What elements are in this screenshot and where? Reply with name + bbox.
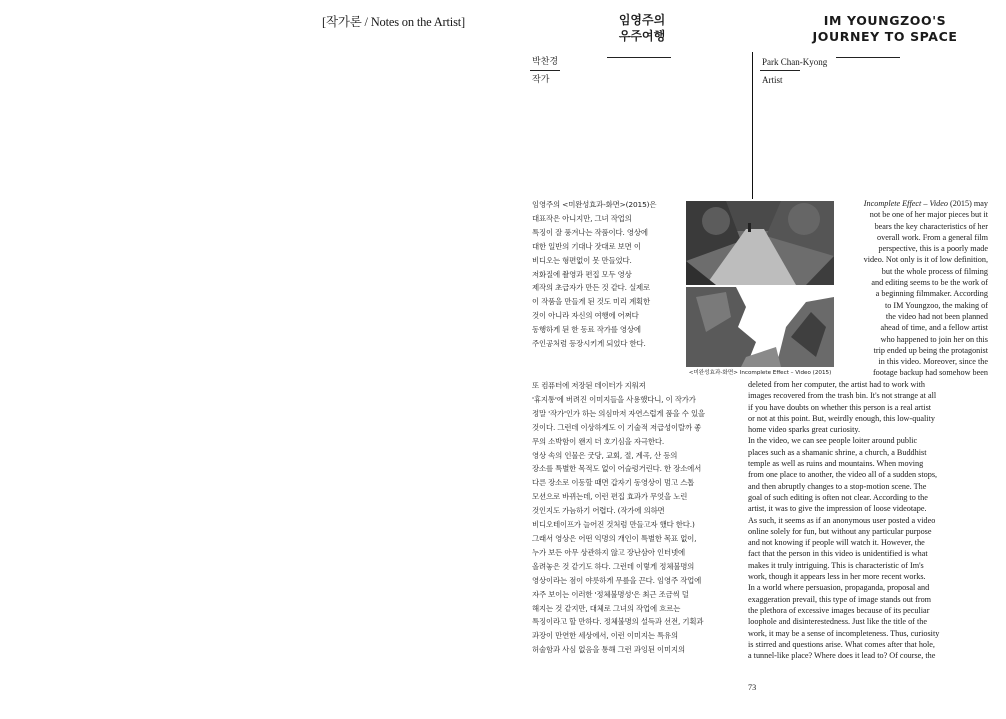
- title-english-line-2: JOURNEY TO SPACE: [812, 29, 958, 44]
- paragraph-line: loophole and disinterestedness. Just like the title of the: [748, 617, 927, 627]
- paragraph-line: and then abruptly changes to a stop-motion scene. The: [748, 481, 927, 491]
- body-english-narrow: [838, 198, 988, 379]
- paragraph-line: 것인지도 가늠하기 어렵다. (작가에 의하면: [532, 506, 665, 516]
- paragraph-line: 또 컴퓨터에 저장된 데이터가 지워져: [532, 381, 646, 390]
- paragraph-line: 자주 보이는 이러한 '정체불명성'은 최근 조금씩 덜: [532, 589, 689, 599]
- paragraph-line: work, it may be a sense of incompleteness. Thus, curiosity: [748, 628, 940, 638]
- author-korean: 박찬경: [532, 57, 559, 67]
- paragraph-line: 임영주의 <미완성효과-화면>(2015)은: [532, 200, 657, 209]
- title-korean-line-2: 우주여행: [618, 29, 666, 43]
- paragraph-line: 제작의 초급자가 만든 것 같다. 실제로: [532, 283, 651, 293]
- paragraph-line: In a world where persuasion, propaganda, proposal and: [748, 583, 930, 593]
- paragraph-line: 그래서 영상은 어떤 익명의 개인이 특별한 목표 없이,: [532, 533, 697, 543]
- paragraph-line: artist, it was to give the impression of loose videotape.: [748, 504, 927, 514]
- photo-road: [686, 201, 834, 285]
- paragraph-line: video. Not only is it of low definition,: [863, 255, 988, 265]
- paragraph-line: bears the key characteristics of her: [874, 221, 988, 231]
- page-number: 73: [748, 683, 757, 692]
- paragraph-line: online solely for fun, but without any particular purpose: [748, 526, 932, 536]
- paragraph-line: from one place to another, the video all of a sudden stops,: [748, 470, 938, 480]
- paragraph-line: temple as well as ruins and mountains. When moving: [748, 459, 924, 469]
- paragraph-line: if you have doubts on whether this person is a real artist: [748, 402, 932, 412]
- paragraph-line: overall work. From a general film: [877, 232, 988, 242]
- paragraph-line: 누가 보든 아무 상관하지 않고 장난삼아 인터넷에: [532, 547, 685, 557]
- paragraph-line: 영상이라는 점이 야릇하게 무릎을 끈다. 임영주 작업에: [532, 575, 702, 585]
- paragraph-line: a tunnel-like place? Where does it lead to? Of course, the: [748, 651, 936, 661]
- paragraph-line: 것이다. 그런데 이상하게도 이 기술적 저급성이랄까 좋: [532, 422, 702, 432]
- paragraph-line: not be one of her major pieces but it: [869, 210, 988, 220]
- paragraph-line: 올려놓은 것 같기도 하다. 그런데 이렇게 정체불명의: [532, 561, 695, 571]
- paragraph-line: ahead of time, and a fellow artist: [880, 323, 988, 333]
- body-english-wide: [748, 379, 980, 661]
- paragraph-line: 특징이라고 할 만하다. 정체불명의 설득과 선전, 기획과: [532, 617, 704, 627]
- paragraph-line: 장소를 특별한 목적도 없이 어슬렁거린다. 한 장소에서: [532, 464, 702, 474]
- paragraph-line: 정말 '작가'인가 하는 의심마저 자연스럽게 품을 수 있을: [532, 408, 705, 418]
- title-english: [790, 13, 980, 45]
- paragraph-line: to IM Youngzoo, the making of: [884, 300, 988, 310]
- title-korean-rule: [607, 57, 671, 58]
- paragraph-line: or not at this point. But, weirdly enough, this low-quality: [748, 413, 935, 423]
- paragraph-line: footage backup had somehow been: [872, 368, 988, 378]
- paragraph-line: In the video, we can see people loiter around public: [748, 436, 918, 446]
- paragraph-line: a beginning filmmaker. According: [875, 289, 988, 299]
- paragraph-line: 이 작품을 만들게 된 것도 미리 계획한: [532, 297, 651, 307]
- paragraph-line: is stirred and questions arise. What comes after that hole,: [748, 639, 935, 649]
- paragraph-line: in this video. Moreover, since the: [878, 357, 988, 367]
- paragraph-line: who happened to join her on this: [880, 334, 988, 344]
- paragraph-line: 저화질에 촬영과 편집 모두 영상: [532, 269, 632, 279]
- paragraph-line: Incomplete Effect – Video (2015) may: [863, 199, 988, 208]
- paragraph-line: the plethora of excessive images because of its peculiar: [748, 605, 930, 615]
- byline-korean-rule: [530, 70, 560, 71]
- paragraph-line: 대한 일반의 기대나 잣대로 보면 이: [532, 241, 641, 251]
- column-divider: [752, 52, 753, 199]
- role-english: Artist: [762, 75, 783, 85]
- section-label: [작가론 / Notes on the Artist]: [322, 15, 465, 29]
- paragraph-line: 대표작은 아니지만, 그녀 작업의: [532, 213, 632, 223]
- role-korean: 작가: [532, 75, 550, 85]
- paragraph-line: images recovered from the trash bin. It's not strange at all: [748, 391, 937, 401]
- paragraph-line: goal of such editing is often not clear. According to the: [748, 492, 928, 502]
- paragraph-line: 동행하게 된 한 동료 작가를 영상에: [532, 325, 641, 335]
- title-english-rule: [836, 57, 900, 58]
- title-korean: [612, 12, 672, 44]
- paragraph-line: 영상 속의 인물은 굿당, 교회, 절, 계곡, 산 등의: [532, 450, 678, 460]
- byline-english-rule: [760, 70, 800, 71]
- paragraph-line: 다른 장소로 이동할 때면 갑자기 동영상이 멈고 스톱: [532, 478, 695, 488]
- paragraph-line: deleted from her computer, the artist had to work with: [748, 380, 926, 389]
- paragraph-line: work, though it appears less in her more recent works.: [748, 572, 926, 582]
- paragraph-line: perspective, this is a poorly made: [878, 244, 988, 254]
- paragraph-line: 주인공처럼 등장시키게 되었다 한다.: [532, 339, 646, 349]
- paragraph-line: home video sparks great curiosity.: [748, 425, 861, 435]
- paragraph-line: 모션으로 바뀌는데, 이런 편집 효과가 무엇을 노린: [532, 492, 688, 502]
- paragraph-line: 과장이 만연한 세상에서, 이런 이미지는 특유의: [532, 631, 678, 641]
- figure-caption: <미완성효과-화면> Incomplete Effect – Video (2015): [688, 370, 832, 376]
- photo-cliff-image: [686, 287, 834, 367]
- paragraph-line: As such, it seems as if an anonymous user posted a video: [748, 515, 936, 525]
- title-korean-line-1: 임영주의: [618, 13, 666, 27]
- paragraph-line: 특징이 잘 풍겨나는 작품이다. 영상에: [532, 227, 648, 237]
- paragraph-line: trip ended up being the protagonist: [873, 345, 988, 355]
- photo-road-image: [686, 201, 834, 285]
- paragraph-line: 비디오는 형편없이 못 만들었다.: [532, 255, 632, 265]
- paragraph-line: but the whole process of filming: [881, 266, 988, 276]
- work-title-italic: Incomplete Effect – Video: [863, 199, 948, 208]
- paragraph-line: 해지는 것 같지만, 대체로 그녀의 작업에 흐르는: [532, 603, 681, 613]
- paragraph-line: exaggeration prevail, this type of image stands out from: [748, 594, 932, 604]
- paragraph-line: 허술함과 사심 없음을 통해 그런 과잉된 이미지의: [532, 645, 685, 655]
- paragraph-line: and not knowing if people will watch it. However, the: [748, 538, 925, 548]
- title-english-line-1: IM YOUNGZOO'S: [823, 13, 947, 28]
- paragraph-line: and editing seems to be the work of: [871, 278, 988, 288]
- paragraph-line: 무의 소박함이 왠지 더 호기심을 자극한다.: [532, 436, 665, 446]
- paragraph-line: 것이 아니라 자신의 여행에 어쩌다: [532, 311, 639, 321]
- author-english: Park Chan-Kyong: [762, 57, 828, 67]
- paragraph-line: fact that the person in this video is unidentified is what: [748, 549, 928, 559]
- body-korean-narrow: [532, 198, 688, 351]
- paragraph-line: '휴지통'에 버려진 이미지들을 사용했다니, 이 작가가: [532, 394, 696, 404]
- paragraph-line: places such as a shamanic shrine, a church, a Buddhist: [748, 447, 927, 457]
- paragraph-line: the video had not been planned: [885, 311, 988, 321]
- photo-cliff: [686, 287, 834, 367]
- paragraph-line: 비디오테이프가 늘어진 것처럼 만들고자 했다 한다.): [532, 520, 695, 530]
- paragraph-line: makes it truly intriguing. This is characteristic of Im's: [748, 560, 924, 570]
- body-korean-full: [532, 379, 752, 657]
